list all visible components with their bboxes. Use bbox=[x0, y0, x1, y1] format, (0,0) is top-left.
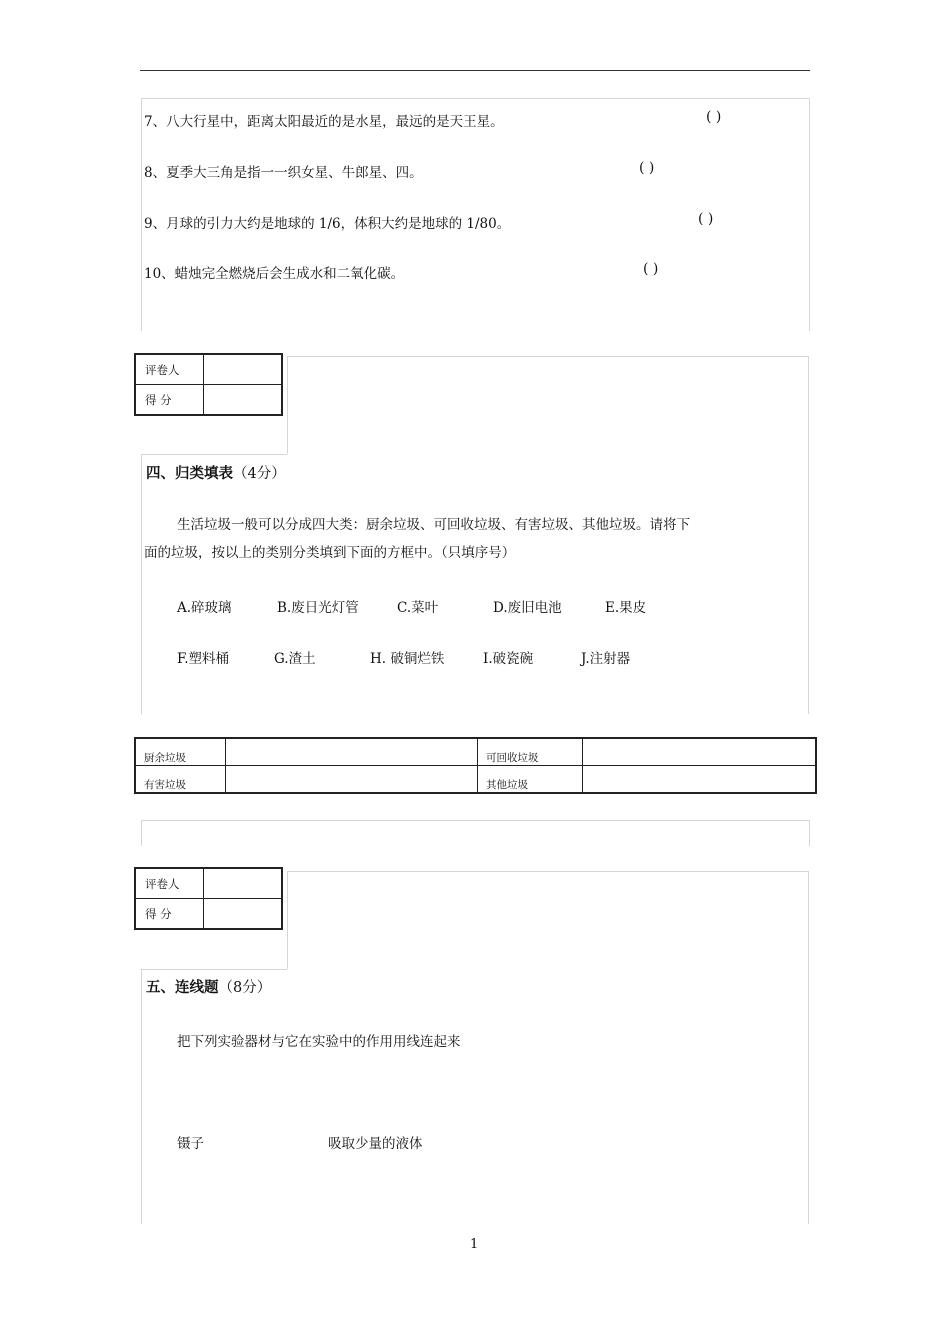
question-10: 10、蜡烛完全燃烧后会生成水和二氧化碳。 bbox=[144, 266, 405, 282]
grader-label: 评卷人 bbox=[135, 868, 204, 899]
waste-item-i: I.破瓷碗 bbox=[483, 651, 534, 667]
other-waste-label: 其他垃圾 bbox=[478, 766, 583, 794]
section5-points: （8分） bbox=[218, 980, 272, 996]
waste-classification-table bbox=[134, 737, 817, 794]
score-label: 得 分 bbox=[135, 385, 204, 416]
match-left-item[interactable]: 镊子 bbox=[177, 1136, 204, 1152]
section4-points: （4分） bbox=[233, 466, 286, 482]
section5-frame-left bbox=[141, 969, 142, 1224]
section4-frame-left bbox=[141, 454, 142, 714]
score-label: 得 分 bbox=[135, 899, 204, 930]
score-box-section5 bbox=[134, 867, 283, 930]
section4-instruction-line1: 生活垃圾一般可以分成四大类：厨余垃圾、可回收垃圾、有害垃圾、其他垃圾。请将下 bbox=[177, 517, 690, 533]
hazardous-waste-answer[interactable] bbox=[226, 766, 478, 794]
waste-item-j: J.注射器 bbox=[581, 651, 631, 667]
grader-cell[interactable] bbox=[204, 868, 283, 899]
grader-cell[interactable] bbox=[204, 354, 283, 385]
recyclable-waste-answer[interactable] bbox=[583, 738, 817, 766]
section5-title-text: 五、连线题 bbox=[146, 979, 219, 996]
recyclable-waste-label: 可回收垃圾 bbox=[478, 738, 583, 766]
section4-title bbox=[146, 462, 286, 483]
waste-item-d: D.废旧电池 bbox=[493, 600, 562, 616]
waste-item-c: C.菜叶 bbox=[397, 600, 439, 616]
kitchen-waste-answer[interactable] bbox=[226, 738, 478, 766]
answer-paren-8: ( ) bbox=[639, 160, 655, 176]
section5-frame-right bbox=[808, 871, 809, 1224]
section4-frame-top bbox=[287, 356, 808, 357]
waste-item-b: B.废日光灯管 bbox=[277, 600, 359, 616]
question-9: 9、月球的引力大约是地球的 1/6，体积大约是地球的 1/80。 bbox=[144, 216, 511, 232]
section4-frame-right bbox=[808, 356, 809, 714]
waste-item-f: F.塑料桶 bbox=[177, 651, 230, 667]
waste-item-h: H. 破铜烂铁 bbox=[370, 651, 445, 667]
answer-paren-7: ( ) bbox=[706, 109, 722, 125]
answer-paren-10: ( ) bbox=[643, 261, 659, 277]
section5-frame-notch bbox=[287, 871, 288, 969]
section5-title bbox=[146, 976, 271, 997]
other-waste-answer[interactable] bbox=[583, 766, 817, 794]
score-cell[interactable] bbox=[204, 385, 283, 416]
spacer-frame bbox=[141, 820, 810, 846]
section4-frame-step bbox=[141, 454, 287, 455]
grader-label: 评卷人 bbox=[135, 354, 204, 385]
question-7: 7、八大行星中，距离太阳最近的是水星，最远的是天王星。 bbox=[144, 114, 504, 130]
waste-item-g: G.渣土 bbox=[274, 651, 316, 667]
answer-paren-9: ( ) bbox=[698, 211, 714, 227]
waste-item-a: A.碎玻璃 bbox=[177, 600, 232, 616]
section5-frame-step bbox=[141, 969, 287, 970]
hazardous-waste-label: 有害垃圾 bbox=[135, 766, 226, 794]
question-8: 8、夏季大三角是指一一织女星、牛郎星、四。 bbox=[144, 165, 423, 181]
waste-item-e: E.果皮 bbox=[605, 600, 647, 616]
kitchen-waste-label: 厨余垃圾 bbox=[135, 738, 226, 766]
score-box-section4 bbox=[134, 353, 283, 416]
page-number: 1 bbox=[470, 1237, 479, 1252]
score-cell[interactable] bbox=[204, 899, 283, 930]
section4-frame-notch bbox=[287, 356, 288, 454]
match-right-item[interactable]: 吸取少量的液体 bbox=[328, 1136, 423, 1152]
section5-instruction: 把下列实验器材与它在实验中的作用用线连起来 bbox=[177, 1034, 461, 1050]
section4-title-text: 四、归类填表 bbox=[146, 465, 233, 482]
header-rule bbox=[140, 70, 810, 71]
section5-frame-top bbox=[287, 871, 808, 872]
section4-instruction-line2: 面的垃圾，按以上的类别分类填到下面的方框中。（只填序号） bbox=[144, 545, 516, 561]
